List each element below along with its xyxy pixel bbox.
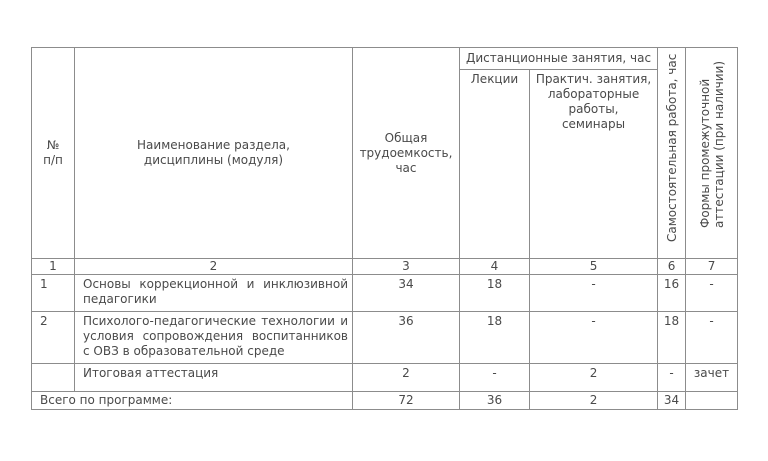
row-name: Основы коррекционной и инклюзивной педагогики bbox=[75, 275, 353, 312]
header-num: № п/п bbox=[32, 48, 75, 259]
column-numbers-row bbox=[32, 259, 738, 275]
row-num: 2 bbox=[32, 312, 75, 364]
header-selfwork: Самостоятельная работа, час bbox=[664, 53, 679, 242]
row-practical: 2 bbox=[530, 364, 658, 392]
col-number: 6 bbox=[658, 259, 686, 275]
total-row bbox=[32, 392, 738, 410]
header-practical: Практич. занятия, лабораторные работы, семинары bbox=[530, 70, 658, 259]
row-name: Итоговая аттестация bbox=[75, 364, 353, 392]
total-practical: 2 bbox=[530, 392, 658, 410]
header-distance: Дистанционные занятия, час bbox=[460, 48, 658, 70]
row-forms: - bbox=[686, 275, 738, 312]
header-selfwork-cell bbox=[658, 48, 686, 259]
total-forms bbox=[686, 392, 738, 410]
header-total: Общая трудоемкость, час bbox=[353, 48, 460, 259]
table-row bbox=[32, 275, 738, 312]
col-number: 2 bbox=[75, 259, 353, 275]
row-practical: - bbox=[530, 312, 658, 364]
row-total: 34 bbox=[353, 275, 460, 312]
header-forms-cell bbox=[686, 48, 738, 259]
total-hours: 72 bbox=[353, 392, 460, 410]
curriculum-table bbox=[31, 47, 738, 410]
row-num: 1 bbox=[32, 275, 75, 312]
col-number: 1 bbox=[32, 259, 75, 275]
row-lectures: - bbox=[460, 364, 530, 392]
row-name: Психолого-педагогические технологии и условия сопровождения воспитанников с ОВЗ в образовательной среде bbox=[75, 312, 353, 364]
row-forms: зачет bbox=[686, 364, 738, 392]
row-selfwork: 16 bbox=[658, 275, 686, 312]
header-row-1 bbox=[32, 48, 738, 70]
row-lectures: 18 bbox=[460, 312, 530, 364]
header-lectures: Лекции bbox=[460, 70, 530, 259]
col-number: 3 bbox=[353, 259, 460, 275]
total-label: Всего по программе: bbox=[32, 392, 353, 410]
curriculum-table-wrapper bbox=[31, 47, 738, 410]
row-total: 2 bbox=[353, 364, 460, 392]
row-lectures: 18 bbox=[460, 275, 530, 312]
header-forms: Формы промежуточной аттестации (при наличии) bbox=[697, 60, 726, 228]
col-number: 4 bbox=[460, 259, 530, 275]
total-selfwork: 34 bbox=[658, 392, 686, 410]
row-selfwork: 18 bbox=[658, 312, 686, 364]
table-row bbox=[32, 312, 738, 364]
row-practical: - bbox=[530, 275, 658, 312]
col-number: 5 bbox=[530, 259, 658, 275]
table-row bbox=[32, 364, 738, 392]
row-total: 36 bbox=[353, 312, 460, 364]
total-lectures: 36 bbox=[460, 392, 530, 410]
row-num bbox=[32, 364, 75, 392]
row-forms: - bbox=[686, 312, 738, 364]
col-number: 7 bbox=[686, 259, 738, 275]
header-name: Наименование раздела, дисциплины (модуля) bbox=[75, 48, 353, 259]
row-selfwork: - bbox=[658, 364, 686, 392]
